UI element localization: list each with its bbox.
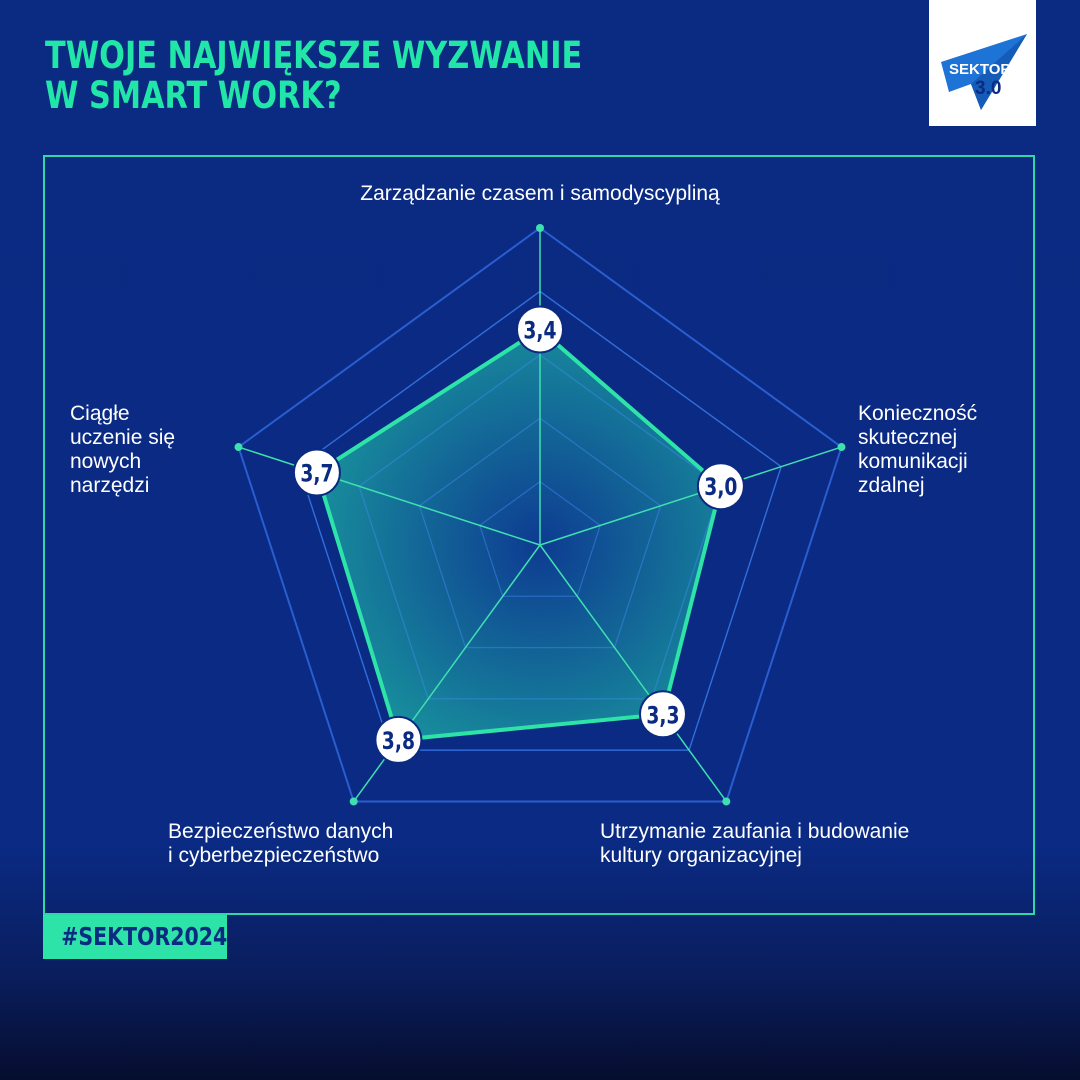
value-label: 3,4	[523, 317, 557, 346]
axis-label-line: skutecznej	[858, 426, 958, 449]
radar-spoke-dot	[722, 797, 730, 805]
axis-label	[168, 820, 393, 868]
axis-label-line: Utrzymanie zaufania i budowanie	[600, 820, 910, 843]
axis-label-line: nowych	[70, 450, 142, 473]
axis-label	[858, 402, 977, 498]
axis-label-line: uczenie się	[70, 426, 176, 449]
logo-text: SEKTOR	[949, 61, 1012, 78]
title-line-2: W SMART WORK?	[45, 74, 342, 117]
axis-label-line: komunikacji	[858, 450, 968, 473]
radar-spoke-dot	[536, 224, 544, 232]
title-line-1: TWOJE NAJWIĘKSZE WYZWANIE	[45, 34, 583, 77]
radar-area	[317, 329, 721, 739]
radar-spoke-dot	[837, 443, 845, 451]
axis-label-line: zdalnej	[858, 474, 925, 497]
logo-version: 3.0	[975, 78, 1002, 99]
axis-label-line: narzędzi	[70, 474, 150, 497]
axis-label-line: Zarządzanie czasem i samodyscypliną	[360, 182, 720, 205]
value-label: 3,3	[646, 702, 680, 730]
axis-label-line: Ciągłe	[70, 402, 130, 425]
value-badge	[375, 717, 421, 763]
axis-label-line: Bezpieczeństwo danych	[168, 820, 394, 843]
axis-label	[70, 402, 175, 498]
value-label: 3,7	[300, 460, 334, 489]
axis-label-line: kultury organizacyjnej	[600, 844, 802, 867]
radar-spoke-dot	[235, 443, 243, 451]
axis-label-line: Konieczność	[858, 402, 978, 425]
axis-label-line: i cyberbezpieczeństwo	[168, 844, 380, 867]
value-badge	[517, 306, 563, 352]
value-label: 3,0	[704, 474, 738, 502]
axis-label	[600, 820, 909, 868]
axis-label	[360, 182, 719, 206]
value-badge	[698, 463, 744, 509]
value-badge	[640, 691, 686, 737]
radar-spoke-dot	[350, 797, 358, 805]
hashtag-badge	[43, 915, 227, 959]
value-label: 3,8	[381, 727, 415, 756]
hashtag-text: #SEKTOR2024	[61, 922, 228, 951]
value-badge	[294, 450, 340, 496]
